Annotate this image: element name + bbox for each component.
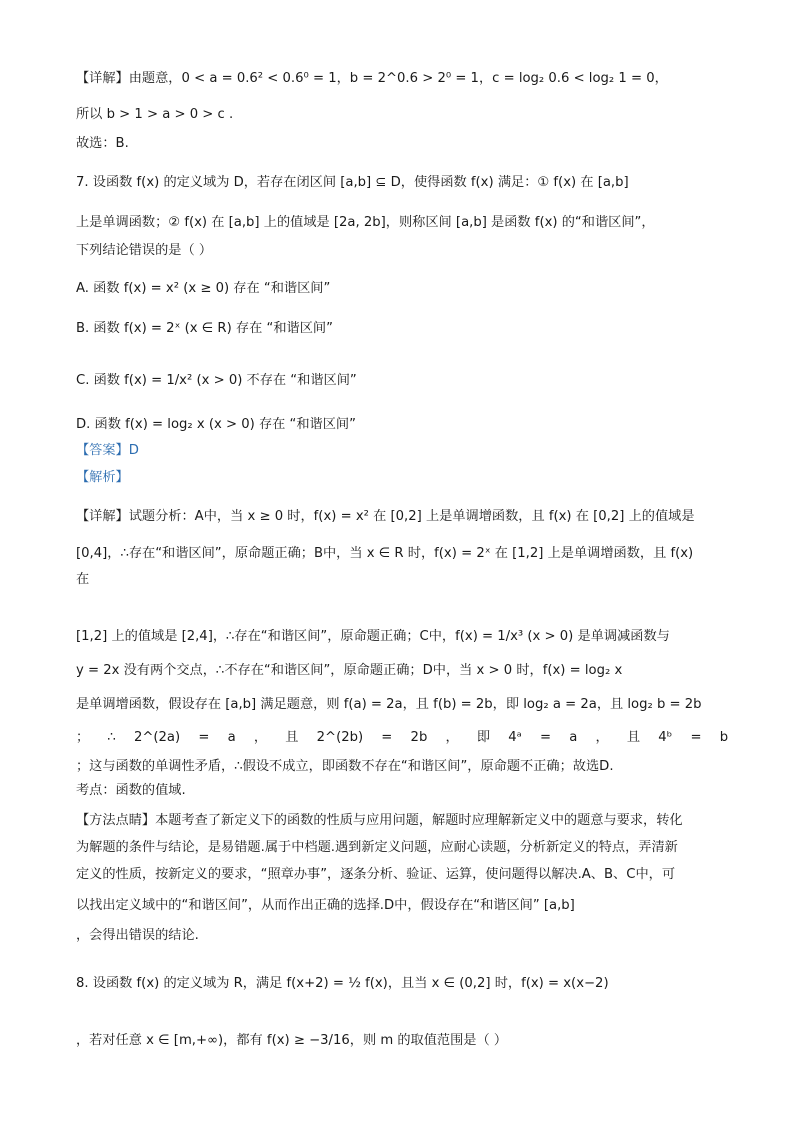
text-line: 在	[76, 572, 90, 587]
text-line: ，会得出错误的结论.	[76, 928, 199, 943]
question-7-stem: 7. 设函数 f(x) 的定义域为 D，若存在闭区间 [a,b] ⊆ D，使得函数 f(x) 满足：① f(x) 在 [a,b]	[76, 175, 629, 190]
text-line: ； ∴ 2^(2a) = a ， 且 2^(2b) = 2b ， 即 4ᵃ = a ， 且 4ᵇ = b	[76, 730, 729, 745]
text-line: [1,2] 上的值域是 [2,4]，∴存在“和谐区间”，原命题正确；C中，f(x) = 1/x³ (x > 0) 是单调减函数与	[76, 629, 670, 644]
text-line: 定义的性质，按新定义的要求，“照章办事”，逐条分析、验证、运算，使问题得以解决.A、B、C中，可	[76, 867, 676, 882]
text-line: 考点：函数的值域.	[76, 783, 186, 798]
text-line: 为解题的条件与结论，是易错题.属于中档题.遇到新定义问题，应耐心读题，分析新定义的特点，弄清新	[76, 840, 678, 855]
answer-label: 【答案】D	[76, 443, 139, 458]
text-line: 【详解】由题意，0 < a = 0.6² < 0.6⁰ = 1，b = 2^0.6 > 2⁰ = 1，c = log₂ 0.6 < log₂ 1 = 0，	[76, 71, 668, 86]
option-c: C. 函数 f(x) = 1/x² (x > 0) 不存在 “和谐区间”	[76, 373, 357, 388]
text-line: ，若对任意 x ∈ [m,+∞)，都有 f(x) ≥ −3/16，则 m 的取值范围是（ ）	[76, 1033, 508, 1048]
option-a: A. 函数 f(x) = x² (x ≥ 0) 存在 “和谐区间”	[76, 281, 331, 296]
question-8-stem: 8. 设函数 f(x) 的定义域为 R，满足 f(x+2) = ½ f(x)，且当 x ∈ (0,2] 时，f(x) = x(x−2)	[76, 976, 609, 991]
option-d: D. 函数 f(x) = log₂ x (x > 0) 存在 “和谐区间”	[76, 417, 356, 432]
text-line: ；这与函数的单调性矛盾，∴假设不成立，即函数不存在“和谐区间”，原命题不正确；故选D.	[76, 759, 614, 774]
text-line: 故选：B.	[76, 136, 129, 151]
text-line: 【详解】试题分析：A中，当 x ≥ 0 时，f(x) = x² 在 [0,2] 上是单调增函数，且 f(x) 在 [0,2] 上的值域是	[76, 509, 695, 524]
option-b: B. 函数 f(x) = 2ˣ (x ∈ R) 存在 “和谐区间”	[76, 321, 333, 336]
text-line: 下列结论错误的是（ ）	[76, 243, 213, 258]
analysis-label: 【解析】	[76, 470, 129, 485]
text-line: 以找出定义域中的“和谐区间”，从而作出正确的选择.D中，假设存在“和谐区间” [a,b]	[76, 898, 575, 913]
text-line: 所以 b > 1 > a > 0 > c .	[76, 107, 234, 122]
text-line: y = 2x 没有两个交点，∴不存在“和谐区间”，原命题正确；D中，当 x > 0 时，f(x) = log₂ x	[76, 663, 623, 678]
text-line: 是单调增函数，假设存在 [a,b] 满足题意，则 f(a) = 2a，且 f(b) = 2b，即 log₂ a = 2a，且 log₂ b = 2b	[76, 697, 702, 712]
method-tip: 【方法点睛】本题考查了新定义下的函数的性质与应用问题，解题时应理解新定义中的题意与要求，转化	[76, 813, 683, 828]
text-line: 上是单调函数；② f(x) 在 [a,b] 上的值域是 [2a, 2b]，则称区间 [a,b] 是函数 f(x) 的“和谐区间”，	[76, 215, 655, 230]
text-line: [0,4]，∴存在“和谐区间”，原命题正确；B中，当 x ∈ R 时，f(x) = 2ˣ 在 [1,2] 上是单调增函数，且 f(x)	[76, 546, 694, 561]
